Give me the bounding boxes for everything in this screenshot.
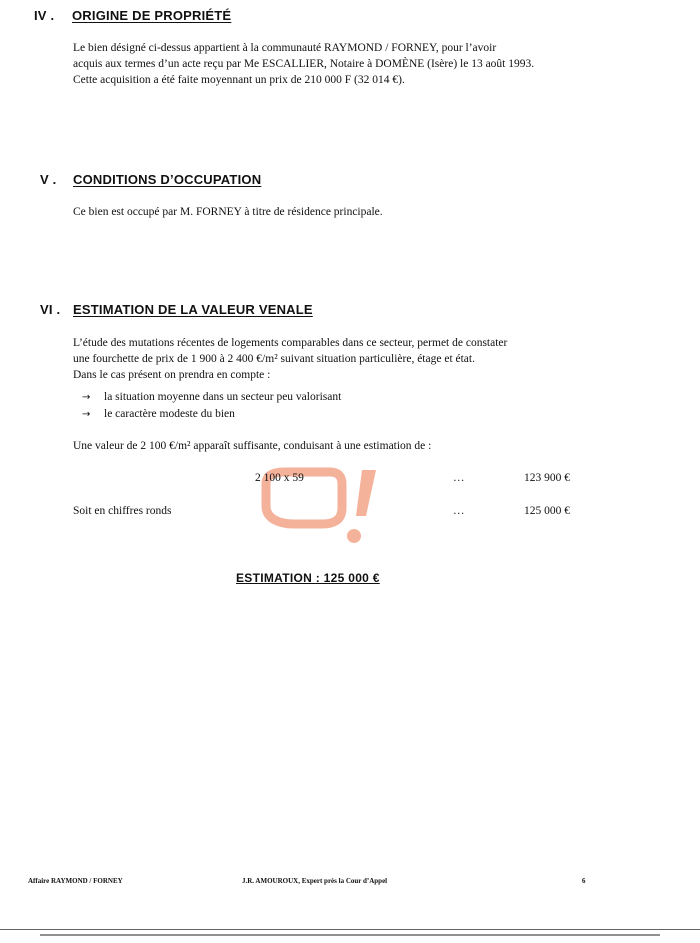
calc-result: 123 900 €: [524, 472, 570, 484]
section-number: IV .: [34, 8, 55, 23]
bullet-item: [82, 408, 235, 420]
bottom-rule-shadow: [40, 934, 660, 936]
paragraph-line: Cette acquisition a été faite moyennant un prix de 210 000 F (32 014 €).: [73, 74, 405, 86]
paragraph-line: acquis aux termes d’un acte reçu par Me ESCALLIER, Notaire à DOMÈNE (Isère) le 13 août 1993.: [73, 58, 535, 70]
bullet-text: la situation moyenne dans un secteur peu valorisant: [104, 391, 342, 403]
section-heading-estimation: [40, 302, 313, 317]
calc-dots: …: [453, 472, 465, 484]
paragraph-line: Le bien désigné ci-dessus appartient à la communauté RAYMOND / FORNEY, pour l’avoir: [73, 42, 497, 54]
arrow-right-icon: →: [82, 392, 91, 403]
paragraph-line: L’étude des mutations récentes de logements comparables dans ce secteur, permet de constater: [73, 337, 508, 349]
section-number: V .: [40, 172, 57, 187]
paragraph-line: Ce bien est occupé par M. FORNEY à titre de résidence principale.: [73, 206, 383, 218]
bullet-item: [82, 391, 341, 403]
estimation-paragraph: [73, 335, 507, 383]
origine-paragraph: [73, 40, 534, 88]
paragraph-line: Dans le cas présent on prendra en compte :: [73, 369, 271, 381]
section-heading-origine: [34, 8, 231, 23]
section-number: VI .: [40, 302, 61, 317]
section-title: ESTIMATION DE LA VALEUR VENALE: [73, 302, 313, 317]
value-sentence: Une valeur de 2 100 €/m² apparaît suffisante, conduisant à une estimation de :: [73, 440, 432, 452]
footer-page-number: 6: [582, 877, 586, 885]
rounded-result: 125 000 €: [524, 505, 570, 517]
final-estimation: ESTIMATION : 125 000 €: [236, 571, 380, 585]
bullet-text: le caractère modeste du bien: [104, 408, 235, 420]
rounded-dots: …: [453, 505, 465, 517]
section-title: ORIGINE DE PROPRIÉTÉ: [72, 8, 232, 23]
arrow-right-icon: →: [82, 409, 91, 420]
footer-affaire: Affaire RAYMOND / FORNEY: [28, 877, 123, 885]
paragraph-line: une fourchette de prix de 1 900 à 2 400 €/m² suivant situation particulière, étage et état.: [73, 353, 475, 365]
footer-expert: J.R. AMOUROUX, Expert près la Cour d’Appel: [242, 877, 388, 885]
section-title: CONDITIONS D’OCCUPATION: [73, 172, 262, 187]
conditions-paragraph: [73, 204, 383, 220]
rounded-label: Soit en chiffres ronds: [73, 505, 172, 517]
calc-formula: 2 100 x 59: [255, 472, 304, 484]
section-heading-conditions: [40, 172, 261, 187]
bottom-rule: [0, 929, 700, 930]
